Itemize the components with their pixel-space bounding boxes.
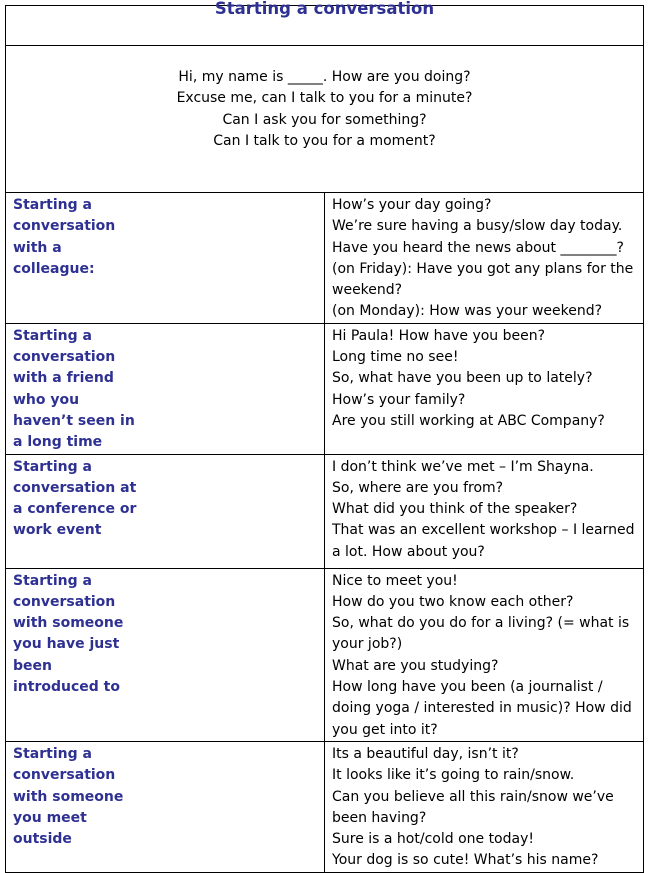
section-label-line: conversation [13, 349, 116, 366]
phrase-line: Its a beautiful day, isn’t it? [332, 745, 519, 762]
section-label-line: Starting a [13, 745, 92, 762]
phrase-line: I don’t think we’ve met – I’m Shayna. [332, 458, 594, 475]
phrase-line: How’s your day going? [332, 197, 492, 213]
section-row-conference [6, 454, 644, 568]
section-phrases-cell [325, 568, 644, 741]
section-label-line: who you [13, 391, 80, 408]
section-label-line: introduced to [13, 679, 120, 696]
title-row [6, 6, 644, 46]
opener-line: Hi, my name is _____. How are you doing? [178, 69, 471, 85]
conversation-table [5, 0, 644, 873]
section-row-old-friend [6, 323, 644, 454]
section-label-line: you meet [13, 809, 87, 826]
section-label-line: a conference or [13, 501, 137, 518]
section-label-line: conversation at [13, 479, 137, 496]
section-label-line: Starting a [13, 327, 92, 344]
section-label-line: conversation [13, 767, 116, 784]
phrase-line: Your dog is so cute! What’s his name? [332, 852, 599, 869]
section-row-introduced [6, 568, 644, 741]
section-phrases-cell [325, 454, 644, 568]
section-label-cell [6, 454, 325, 568]
phrase-line: Have you heard the news about ________? [332, 239, 624, 256]
phrase-line: How long have you been (a journalist / doing yoga / interested in music)? How did you get into it? [332, 679, 632, 738]
phrase-line: Nice to meet you! [332, 572, 458, 589]
section-label-line: Starting a [13, 197, 92, 213]
section-label-cell [6, 568, 325, 741]
phrase-line: (on Monday): How was your weekend? [332, 303, 603, 320]
section-phrases-cell [325, 741, 644, 872]
section-label-line: with someone [13, 615, 124, 632]
section-phrases-cell [325, 323, 644, 454]
section-phrases-cell [325, 193, 644, 324]
opener-line: Can I ask you for something? [222, 111, 427, 128]
section-label-line: with a friend [13, 370, 114, 387]
section-label-cell [6, 193, 325, 324]
section-label-line: with someone [13, 788, 124, 805]
opener-line: Can I talk to you for a moment? [213, 132, 436, 149]
section-label-line: conversation [13, 218, 116, 235]
section-label-line: been [13, 657, 52, 674]
phrase-line: Hi Paula! How have you been? [332, 327, 546, 344]
phrase-line: How do you two know each other? [332, 593, 574, 610]
section-label-line: Starting a [13, 572, 92, 589]
section-label-line: Starting a [13, 458, 92, 475]
phrase-line: Long time no see! [332, 349, 459, 366]
section-label-line: haven’t seen in [13, 412, 135, 429]
section-label-line: outside [13, 831, 72, 848]
section-row-outside [6, 741, 644, 872]
phrase-line: So, where are you from? [332, 479, 504, 496]
section-label-line: a long time [13, 434, 103, 451]
openers-row [6, 46, 644, 193]
section-label-cell [6, 741, 325, 872]
phrase-line: How’s your family? [332, 391, 466, 408]
section-label-line: with a [13, 239, 62, 256]
phrase-line: What are you studying? [332, 657, 499, 674]
phrase-line: It looks like it’s going to rain/snow. [332, 767, 575, 784]
section-label-line: colleague: [13, 260, 95, 277]
phrase-line: What did you think of the speaker? [332, 501, 578, 518]
phrase-line: We’re sure having a busy/slow day today. [332, 218, 623, 235]
section-label-line: conversation [13, 593, 116, 610]
phrase-line: So, what have you been up to lately? [332, 370, 593, 387]
section-label-cell [6, 323, 325, 454]
phrase-line: Sure is a hot/cold one today! [332, 831, 534, 848]
phrase-line: Can you believe all this rain/snow we’ve been having? [332, 788, 614, 826]
phrase-line: Are you still working at ABC Company? [332, 412, 605, 429]
title-cell [6, 0, 644, 46]
opener-line: Excuse me, can I talk to you for a minute? [176, 90, 473, 107]
section-label-line: you have just [13, 636, 120, 653]
phrase-line: (on Friday): Have you got any plans for the weekend? [332, 260, 634, 299]
openers-cell [6, 46, 644, 193]
section-label-line: work event [13, 522, 102, 539]
phrase-line: That was an excellent workshop – I learned a lot. How about you? [332, 522, 635, 560]
page-title: Starting a conversation [214, 0, 435, 18]
phrase-line: So, what do you do for a living? (= what is your job?) [332, 615, 630, 653]
section-row-colleague [6, 193, 644, 324]
